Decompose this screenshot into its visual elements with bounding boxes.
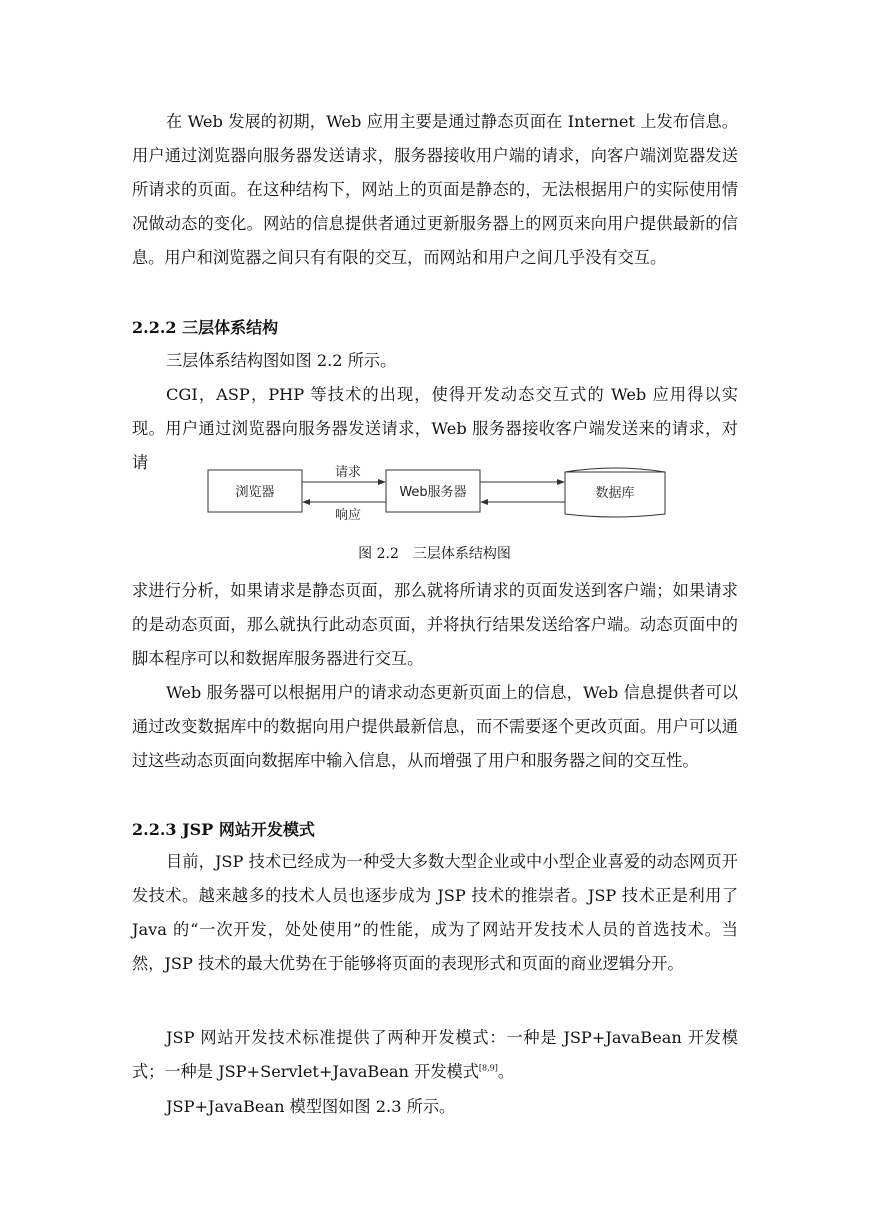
section-heading-2-2-3: 2.2.3 JSP 网站开发模式 [132,820,315,839]
section-heading-2-2-2: 2.2.2 三层体系结构 [132,318,279,337]
paragraph-figure-ref: 三层体系结构图如图 2.2 所示。 [166,351,397,370]
paragraph-intro: 在 Web 发展的初期，Web 应用主要是通过静态页面在 Internet 上发布信息。用户通过浏览器向服务器发送请求，服务器接收用户端的请求，向客户端浏览器发送所请求的页面。在这种结构下，网站上的页面是静态的，无法根据用户的实际使用情况做动态的变化。网站的信息提供者通过更新服务器上的网页来向用户提供最新的信息。用户和浏览器之间只有有限的交互，而网站和用户之间几乎没有交互。 [132,112,738,267]
web-server-label: Web服务器 [399,485,467,500]
browser-label: 浏览器 [235,485,275,500]
database-label: 数据库 [595,486,635,501]
paragraph-jsp-tech: 目前，JSP 技术已经成为一种受大多数大型企业或中小型企业喜爱的动态网页开发技术。越来越多的技术人员也逐步成为 JSP 技术的推崇者。JSP 技术正是利用了 Java 的“一次开发，处处使用”的性能，成为了网站开发技术人员的首选技术。当然，JSP 技术的最大优势在于能够将页面的表现形式和页面的商业逻辑分开。 [132,852,738,973]
paragraph-model-ref: JSP+JavaBean 模型图如图 2.3 所示。 [166,1097,456,1116]
dev-modes-end: 。 [497,1062,515,1081]
figure-caption: 图 2.2 三层体系结构图 [358,546,511,562]
paragraph-web-server: Web 服务器可以根据用户的请求动态更新页面上的信息，Web 信息提供者可以通过改变数据库中的数据向用户提供最新信息，而不需要逐个更改页面。用户可以通过这些动态页面向数据库中输入信息，从而增强了用户和服务器之间的交互性。 [132,683,738,770]
response-label: 响应 [334,508,362,523]
citation-marker: [8,9] [478,1063,498,1073]
paragraph-dev-modes [132,1021,738,1089]
request-label: 请求 [334,465,362,480]
three-tier-diagram [200,460,670,528]
dev-modes-text: JSP 网站开发技术标准提供了两种开发模式：一种是 JSP+JavaBean 开发模式；一种是 JSP+Servlet+JavaBean 开发模式 [132,1028,738,1081]
paragraph-cgi-asp-php: CGI，ASP，PHP 等技术的出现，使得开发动态交互式的 Web 应用得以实现。用户通过浏览器向服务器发送请求，Web 服务器接收客户端发送来的请求，对请 [132,385,738,472]
paragraph-request-analysis: 求进行分析，如果请求是静态页面，那么就将所请求的页面发送到客户端；如果请求的是动态页面，那么就执行此动态页面，并将执行结果发送给客户端。动态页面中的脚本程序可以和数据库服务器进行交互。 [132,581,738,668]
